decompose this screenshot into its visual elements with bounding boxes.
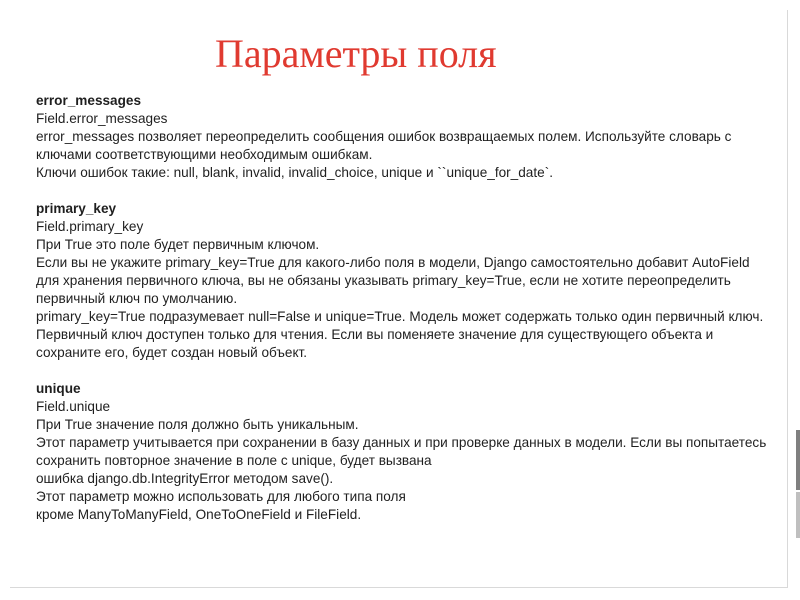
description-line: Этот параметр можно использовать для любого типа поля	[36, 489, 406, 504]
section-heading: unique	[36, 381, 81, 396]
description-line: error_messages позволяет переопределить сообщения ошибок возвращаемых полем. Используйте словарь с ключами соответствующими необходимым ошибкам.	[36, 129, 732, 162]
section-error-messages	[36, 92, 771, 182]
field-reference: Field.unique	[36, 399, 111, 414]
description-line: Если вы не укажите primary_key=True для какого-либо поля в модели, Django самостоятельно добавит AutoField для хранения первичного ключа, вы не обязаны указывать primary_key=True, если не хотите переопределить первичный ключ по умолчанию.	[36, 255, 750, 306]
slide-title: Параметры поля	[215, 31, 497, 76]
section-primary-key	[36, 200, 771, 362]
field-reference: Field.error_messages	[36, 111, 168, 126]
description-line: ошибка django.db.IntegrityError методом save().	[36, 471, 334, 486]
section-heading: primary_key	[36, 201, 117, 216]
slide-content	[36, 92, 771, 542]
description-line: Первичный ключ доступен только для чтения. Если вы поменяете значение для существующего объекта и сохраните его, будет создан новый объект.	[36, 327, 714, 360]
description-line: Этот параметр учитывается при сохранении в базу данных и при проверке данных в модели. Если вы попытаетесь сохранить повторное значение в поле с unique, будет вызвана	[36, 435, 767, 468]
description-line: При True значение поля должно быть уникальным.	[36, 417, 359, 432]
section-unique	[36, 380, 771, 524]
description-line: кроме ManyToManyField, OneToOneField и FileField.	[36, 507, 362, 522]
description-line: При True это поле будет первичным ключом.	[36, 237, 320, 252]
slide-edge-accent	[796, 430, 800, 490]
section-heading: error_messages	[36, 93, 142, 108]
slide-edge-accent-secondary	[796, 492, 800, 538]
description-line: Ключи ошибок такие: null, blank, invalid, invalid_choice, unique и ``unique_for_date`.	[36, 165, 554, 180]
description-line: primary_key=True подразумевает null=False и unique=True. Модель может содержать только один первичный ключ.	[36, 309, 764, 324]
field-reference: Field.primary_key	[36, 219, 144, 234]
